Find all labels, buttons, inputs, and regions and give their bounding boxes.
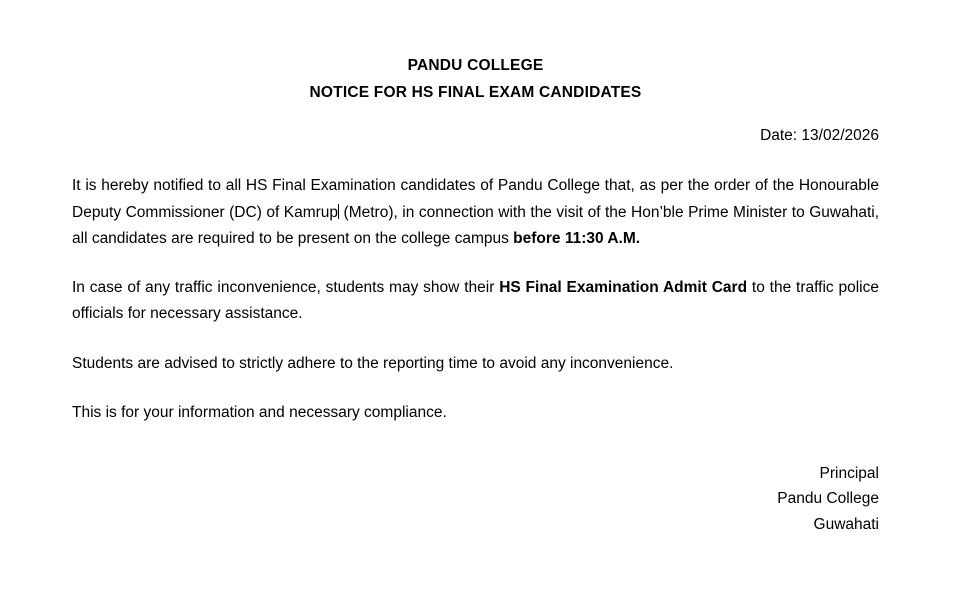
institution-name: PANDU COLLEGE [407, 57, 544, 74]
paragraph-1 [72, 173, 879, 253]
signature-block [72, 461, 879, 538]
paragraph-4: This is for your information and necessary compliance. [72, 404, 447, 421]
notice-title: NOTICE FOR HS FINAL EXAM CANDIDATES [309, 84, 642, 101]
paragraph-2-text-b: to the traffic police officials for necessary assistance. [72, 278, 879, 322]
paragraph-2-emphasis: HS Final Examination Admit Card [499, 278, 748, 296]
paragraph-2 [72, 275, 879, 328]
signature-location: Guwahati [813, 515, 879, 533]
paragraph-1-text-a: It is hereby notified to all HS Final Examination candidates of Pandu College that, as per the order of the Honourable Deputy Commissioner (DC) of Kamrup [72, 177, 879, 221]
paragraph-2-text-a: In case of any traffic inconvenience, students may show their [72, 278, 500, 296]
signature-institution: Pandu College [777, 490, 879, 507]
notice-date: Date: 13/02/2026 [760, 127, 879, 144]
document-header [72, 52, 879, 106]
paragraph-1-text-b: (Metro), in connection with the visit of the Hon’ble Prime Minister to Guwahati, all candidates are required to be present on the college campus [72, 203, 880, 247]
document-body [72, 52, 879, 537]
signature-designation: Principal [819, 464, 879, 482]
paragraph-3: Students are advised to strictly adhere to the reporting time to avoid any inconvenience. [72, 354, 674, 372]
paragraph-1-emphasis: before 11:30 A.M. [513, 230, 641, 247]
